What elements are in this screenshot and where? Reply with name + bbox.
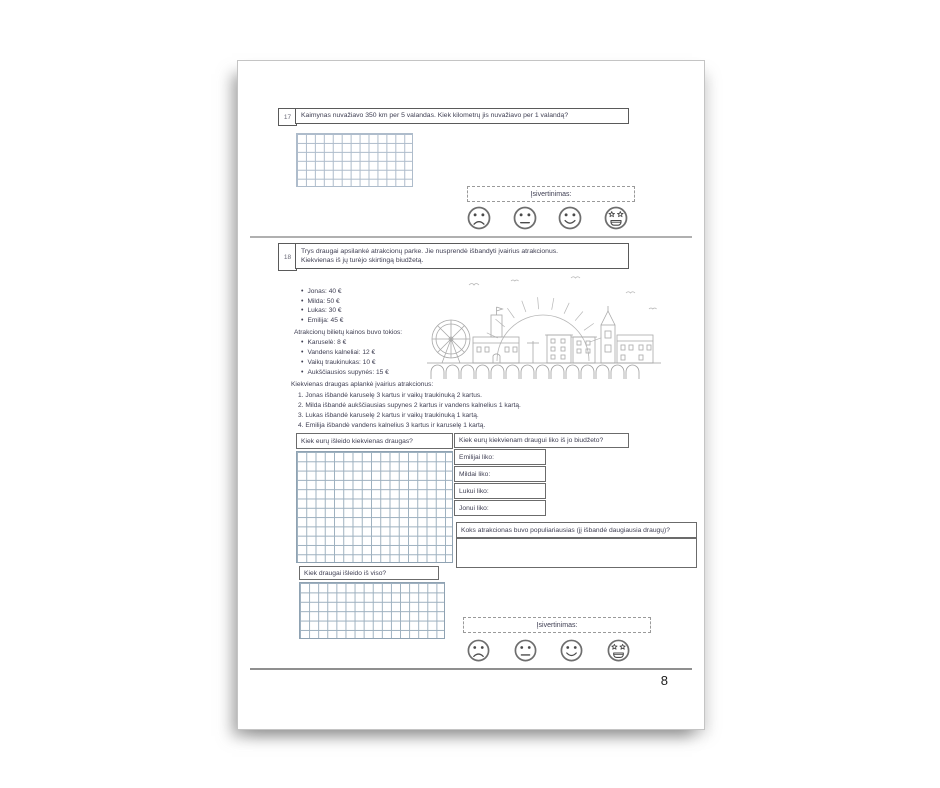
sad-face-icon[interactable] [466, 638, 491, 663]
question-18-assessment-box: Įsivertinimas: [463, 617, 651, 633]
question-17-number: 17 [278, 108, 297, 126]
question-17-text: Kaimynas nuvažiavo 350 km per 5 valandas. Kiek kilometrų jis nuvažiavo per 1 valandą? [295, 108, 629, 124]
visit-item: 4. Emilija išbandė vandens kalnelius 3 kartus ir karuselę 1 kartą. [298, 422, 486, 429]
neutral-face-icon[interactable] [513, 638, 538, 663]
spent-work-grid[interactable] [296, 451, 453, 563]
spent-question-box: Kiek eurų išleido kiekvienas draugas? [296, 433, 453, 449]
price-list [301, 338, 389, 378]
happy-face-icon[interactable] [557, 205, 583, 231]
remaining-row-milda[interactable]: Mildai liko: [454, 466, 546, 482]
budget-item: • Jonas: 40 € [301, 287, 343, 297]
visit-item: 2. Milda išbandė aukščiausias supynes 2 kartus ir vandens kalnelius 1 kartą. [298, 402, 521, 409]
question-17-work-grid[interactable] [296, 133, 413, 187]
total-work-grid[interactable] [299, 582, 445, 639]
visits-intro: Kiekvienas draugas aplankė įvairius atrakcionus: [291, 381, 434, 388]
happy-face-icon[interactable] [559, 638, 584, 663]
question-18-text: Trys draugai apsilankė atrakcionų parke. Jie nusprendė išbandyti įvairius atrakcionus. Kiekvienas iš jų turėjo skirtingą biudžetą. [295, 243, 629, 269]
remaining-row-emilija[interactable]: Emilijai liko: [454, 449, 546, 465]
price-item: • Vandens kalneliai: 12 € [301, 348, 389, 358]
visit-item: 3. Lukas išbandė karuselę 2 kartus ir vaikų traukinuką 1 kartą. [298, 412, 479, 419]
visit-item: 1. Jonas išbandė karuselę 3 kartus ir vaikų traukinuką 2 kartus. [298, 392, 482, 399]
budget-item: • Lukas: 30 € [301, 306, 343, 316]
popular-question-box: Koks atrakcionas buvo populiariausias (jį išbandė daugiausia draugų)? [456, 522, 697, 538]
visits-list [298, 391, 521, 431]
price-item: • Vaikų traukinukas: 10 € [301, 358, 389, 368]
starstruck-face-icon[interactable] [606, 638, 631, 663]
budget-list [301, 287, 343, 326]
question-18-number: 18 [278, 243, 297, 271]
sad-face-icon[interactable] [466, 205, 492, 231]
page-number: 8 [660, 673, 668, 688]
budget-item: • Milda: 50 € [301, 297, 343, 307]
popular-answer-box[interactable] [456, 538, 697, 568]
section-divider [250, 236, 692, 238]
question-17-rating-row [466, 205, 629, 231]
remaining-row-jonas[interactable]: Jonui liko: [454, 500, 546, 516]
amusement-park-illustration [421, 273, 666, 381]
total-question-box: Kiek draugai išleido iš viso? [299, 566, 439, 580]
price-item: • Karuselė: 8 € [301, 338, 389, 348]
price-item: • Aukščiausios supynės: 15 € [301, 368, 389, 378]
question-18-rating-row [466, 638, 631, 663]
remaining-question-box: Kiek eurų kiekvienam draugui liko iš jo biudžeto? [454, 433, 629, 448]
footer-divider [250, 668, 692, 670]
remaining-row-lukas[interactable]: Lukui liko: [454, 483, 546, 499]
starstruck-face-icon[interactable] [603, 205, 629, 231]
question-17-assessment-box: Įsivertinimas: [467, 186, 635, 202]
neutral-face-icon[interactable] [512, 205, 538, 231]
budget-item: • Emilija: 45 € [301, 316, 343, 326]
prices-intro: Atrakcionų bilietų kainos buvo tokios: [294, 329, 403, 336]
worksheet-page [237, 60, 705, 730]
